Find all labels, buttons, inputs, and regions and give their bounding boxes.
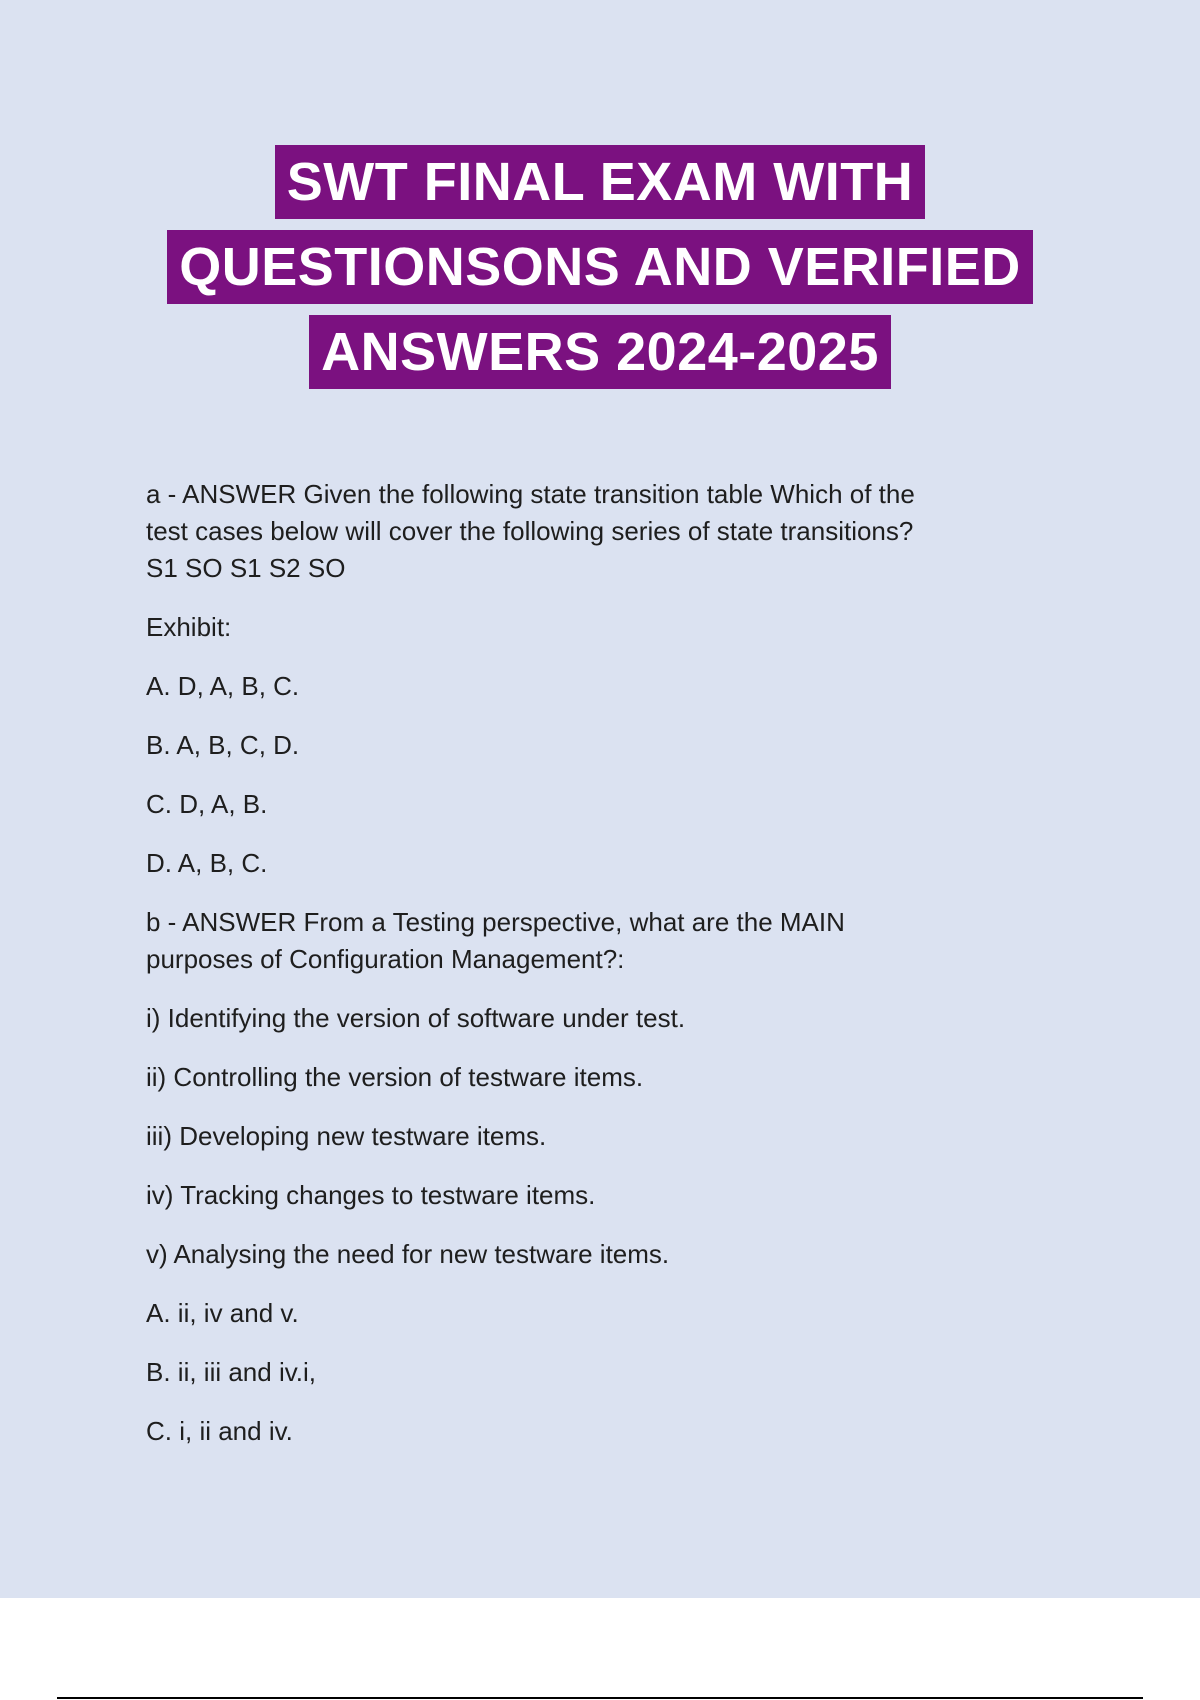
document-body <box>146 476 1086 1472</box>
title-line-3: ANSWERS 2024-2025 <box>309 315 891 389</box>
footer-divider <box>57 1697 1143 1699</box>
title-line-2: QUESTIONSONS AND VERIFIED <box>167 230 1033 304</box>
question-b-item-2: ii) Controlling the version of testware items. <box>146 1062 644 1092</box>
question-a-option-d: D. A, B, C. <box>146 848 268 878</box>
question-b-item-5: v) Analysing the need for new testware items. <box>146 1239 670 1269</box>
question-a-option-c: C. D, A, B. <box>146 789 268 819</box>
question-b-option-c: C. i, ii and iv. <box>146 1416 293 1446</box>
question-a-option-b: B. A, B, C, D. <box>146 730 300 760</box>
question-a-text: a - ANSWER Given the following state transition table Which of the test cases below will cover the following series of state transitions? S1 SO S1 S2 SO <box>146 479 915 583</box>
question-b-item-1: i) Identifying the version of software under test. <box>146 1003 686 1033</box>
document-title <box>0 145 1200 400</box>
question-a-option-a: A. D, A, B, C. <box>146 671 300 701</box>
question-b-item-4: iv) Tracking changes to testware items. <box>146 1180 596 1210</box>
title-line-1: SWT FINAL EXAM WITH <box>275 145 925 219</box>
question-b-option-b: B. ii, iii and iv.i, <box>146 1357 317 1387</box>
question-b-text: b - ANSWER From a Testing perspective, what are the MAIN purposes of Configuration Management?: <box>146 907 845 974</box>
question-a-exhibit: Exhibit: <box>146 612 232 642</box>
question-b-option-a: A. ii, iv and v. <box>146 1298 299 1328</box>
question-b-item-3: iii) Developing new testware items. <box>146 1121 547 1151</box>
